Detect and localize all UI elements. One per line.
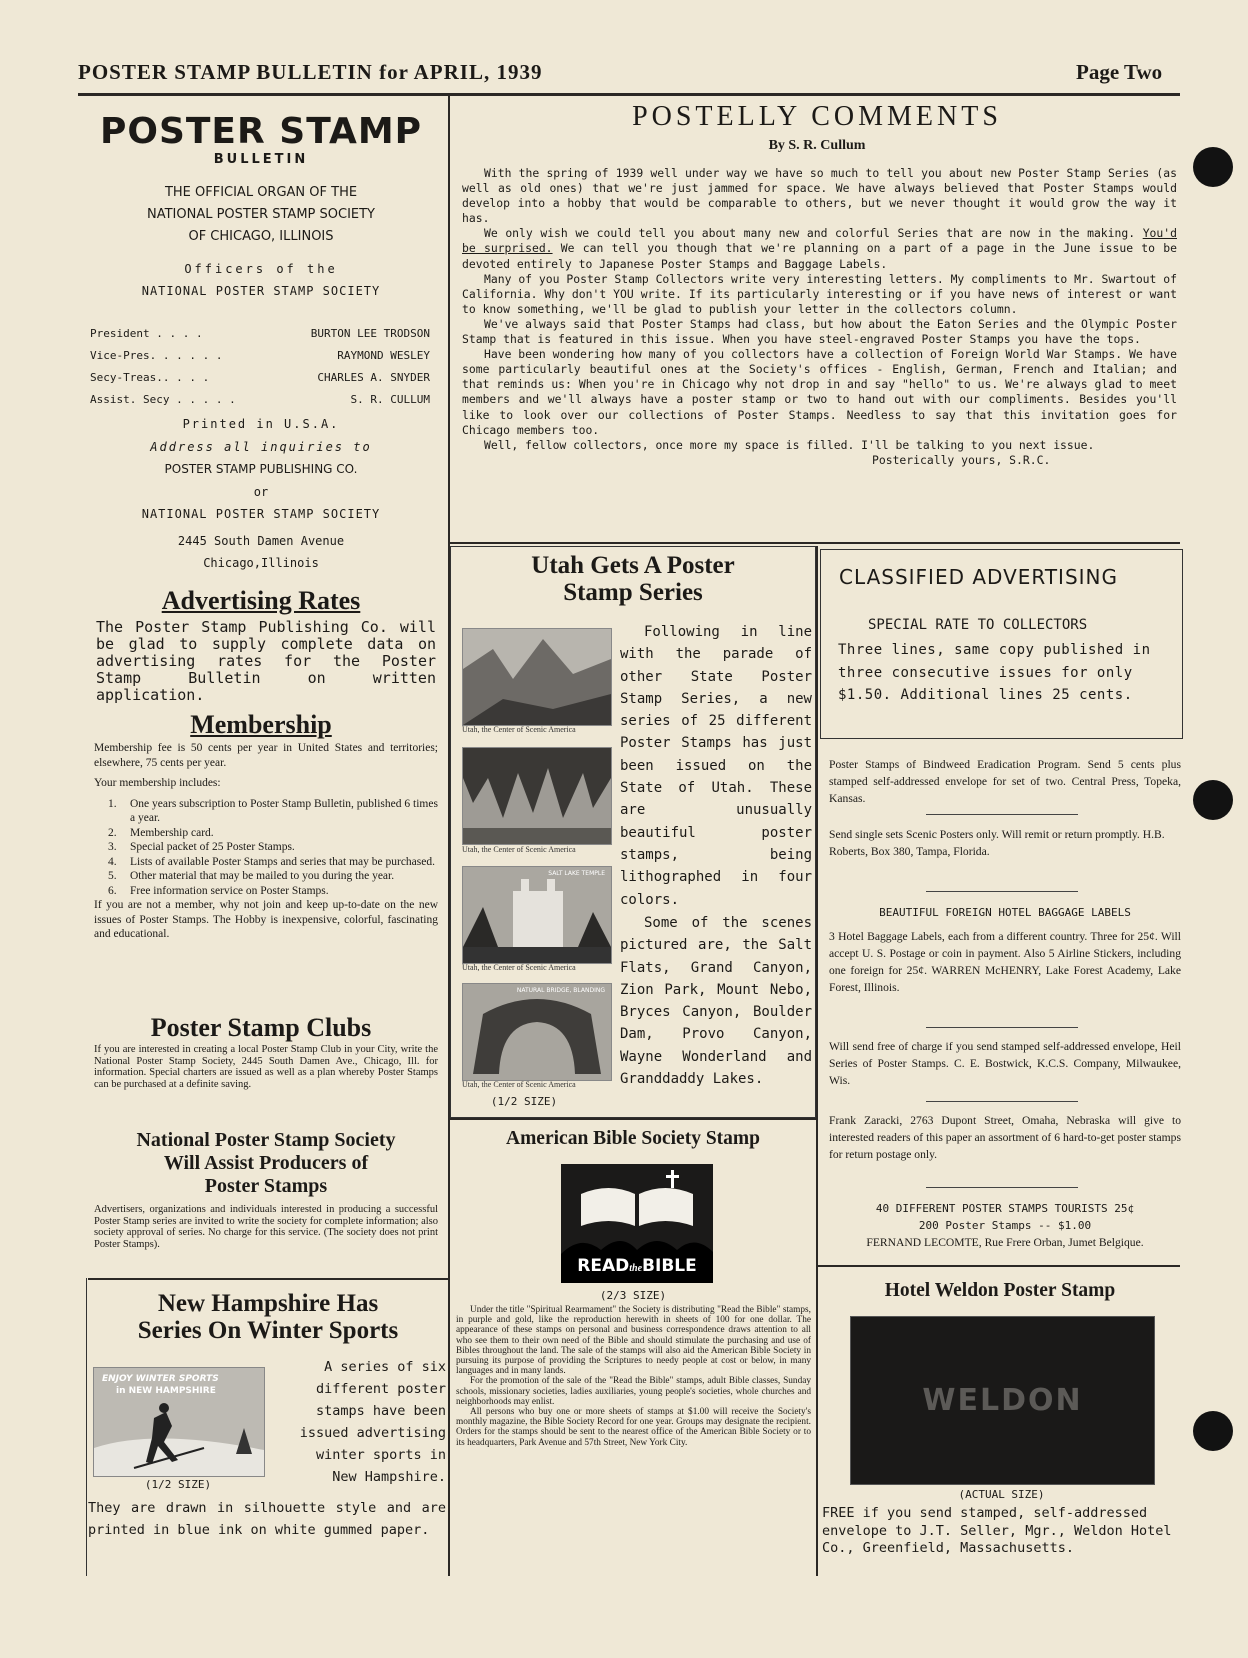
street-line: 2445 South Damen Avenue (177, 533, 345, 548)
weldon-stamp-image (850, 1316, 1155, 1485)
comments-p2-underlined: You'd be surprised. (462, 226, 1177, 256)
organ-line-2: NATIONAL POSTER STAMP SOCIETY (146, 207, 375, 222)
list-text: Special packet of 25 Poster Stamps. (130, 841, 295, 853)
membership-fee: Membership fee is 50 cents per year in United States and territories; elsewhere, 75 cents per year. (94, 742, 438, 769)
classified-ad-5-wrap (829, 1112, 1181, 1163)
classified-ad-5: Frank Zaracki, 2763 Dupont Street, Omaha, Nebraska will give to interested readers of this paper an assortment of 6 hard-to-get poster stamps for return postage only. (829, 1114, 1181, 1161)
address-block (86, 413, 436, 575)
masthead (86, 112, 436, 302)
utah-stamp-label-4: NATURAL BRIDGE, BLANDING (516, 987, 605, 994)
membership-list (94, 797, 438, 899)
classified-title: CLASSIFIED ADVERTISING (839, 565, 1118, 589)
classified-ad-1: Poster Stamps of Bindweed Eradication Program. Send 5 cents plus stamped self-addressed envelope for set of two. Central Press, Topeka, Kansas. (829, 758, 1181, 805)
bible-p1: Under the title "Spiritual Rearmament" the Society is distributing "Read the Bible" stamps, in purple and gold, like the reproduction herewith in sheets of 100 for one dollar. The appearance of these stamps on personal and business correspondence draws attention to all who see them to their own need of the Bible and should stimulate the purchasing and use of Bibles throughout the land. The sale of the stamps will also aid the American Bible Society in pursuing its purpose of providing the Scriptures to needy people at cost or below, in many languages and in many lands. (456, 1305, 811, 1377)
list-text: One years subscription to Poster Stamp Bulletin, published 6 times a year. (130, 797, 438, 824)
list-number: 5. (108, 870, 117, 882)
officer-row (90, 389, 430, 411)
organ-line-1: THE OFFICIAL ORGAN OF THE (164, 185, 358, 200)
officer-name: RAYMOND WESLEY (337, 349, 430, 362)
list-item (94, 826, 438, 841)
officers-list (90, 323, 430, 411)
cavern-scene-icon (463, 748, 611, 844)
weldon-stamp-text: WELDON (922, 1383, 1083, 1418)
utah-caption-2: Utah, the Center of Scenic America (462, 845, 576, 854)
comments-byline: By S. R. Cullum (768, 138, 866, 153)
comments-bottom-rule (450, 542, 1180, 544)
classified-ad-4: Will send free of charge if you send stamped self-addressed envelope, Heil Series of Poster Stamps. C. E. Bostwick, K.C.S. Company, Milwaukee, Wis. (829, 1040, 1181, 1087)
bible-body (456, 1305, 811, 1448)
officer-name: CHARLES A. SNYDER (317, 371, 430, 384)
officer-row (90, 345, 430, 367)
classified-ad-3: 3 Hotel Baggage Labels, each from a different country. Three for 25¢. Will accept U. S. Postage or coin in payment. Also 5 Airline Stickers, including one foreign for 25¢. WARREN McHENRY, Lake Forest Academy, Lake Forest, Illinois. (829, 930, 1181, 994)
comments-p6: Well, fellow collectors, once more my space is filled. I'll be talking to you next issue. (484, 437, 1095, 452)
utah-size-label: (1/2 SIZE) (490, 1095, 558, 1108)
classified-ad-2: Send single sets Scenic Posters only. Will remit or return promptly. H.B. Roberts, Box 380, Tampa, Florida. (829, 828, 1165, 858)
list-text: Membership card. (130, 826, 214, 839)
comments-signoff: Posterically yours, S.R.C. (872, 452, 1051, 467)
page-number: Page Two (1076, 60, 1163, 84)
comments-p2a: We only wish we could tell you about many new and colorful Series that are now in the making. (484, 226, 1136, 241)
bible-stamp-text (561, 1256, 713, 1276)
nh-stamp-line-2: in NEW HAMPSHIRE (116, 1386, 216, 1396)
assist-title-line-2: Will Assist Producers of (163, 1152, 369, 1174)
list-number: 6. (108, 884, 117, 897)
list-text: Free information service on Poster Stamps. (130, 884, 329, 897)
classified-ad-6 (829, 1200, 1181, 1251)
comments-title: POSTELLY COMMENTS (632, 101, 1002, 132)
list-number: 1. (108, 797, 117, 810)
new-hampshire-title (88, 1290, 448, 1344)
publisher-line: POSTER STAMP PUBLISHING CO. (164, 462, 358, 476)
membership-closing: If you are not a member, why not join and keep up-to-date on the new issues of Poster Stamps. The Hobby is inexpensive, colorful, fascinating and educational. (94, 899, 438, 940)
new-hampshire-stamp-image (93, 1367, 265, 1477)
bible-p2: For the promotion of the sale of the "Read the Bible" stamps, adult Bible classes, Sunday schools, missionary societies, ladies auxiliaries, young people's societies, whole churches and neighborhoods may enlist. (456, 1376, 811, 1407)
bible-size-label: (2/3 SIZE) (599, 1289, 667, 1302)
punch-hole-bottom (1193, 1411, 1233, 1451)
officer-name: BURTON LEE TRODSON (310, 327, 430, 340)
classified-ad-6-line-2: 200 Poster Stamps -- $1.00 (918, 1219, 1092, 1232)
advertising-rates-body: The Poster Stamp Publishing Co. will be glad to supply complete data on advertising rates for the Poster Stamp Bulletin on written application. (96, 618, 436, 704)
running-header: POSTER STAMP BULLETIN for APRIL, 1939 (78, 60, 543, 84)
classified-ad-2-wrap (829, 826, 1181, 860)
officers-line-1: Officers of the (184, 262, 338, 276)
classified-rate: Three lines, same copy published in three consecutive issues for only $1.50. Additional lines 25 cents. (838, 642, 1151, 703)
membership-title: Membership (190, 710, 332, 739)
officer-row (90, 367, 430, 389)
assist-title (86, 1129, 446, 1198)
classified-divider (926, 1101, 1078, 1102)
classified-ad-6-line-1: 40 DIFFERENT POSTER STAMPS TOURISTS 25¢ (875, 1202, 1135, 1215)
classified-ads (829, 756, 1181, 807)
utah-stamp-image-1 (462, 628, 612, 726)
bible-stamp-image (561, 1164, 713, 1283)
officer-role: President . . . . (90, 327, 203, 340)
assist-title-line-3: Poster Stamps (204, 1175, 328, 1197)
comments-p4: We've always said that Poster Stamps had class, but how about the Eaton Series and the Olympic Poster Stamp that is featured in this issue. When you have steel-engraved Poster Stamps you have the tops. (462, 316, 1177, 347)
classified-ad-3-wrap (829, 928, 1181, 996)
clubs-title: Poster Stamp Clubs (150, 1013, 372, 1042)
officers-line-2: NATIONAL POSTER STAMP SOCIETY (141, 284, 381, 298)
classified-ad-4-wrap (829, 1038, 1181, 1089)
address-all-line: Address all inquiries to (150, 439, 372, 454)
utah-title (452, 552, 814, 606)
list-text: Other material that may be mailed to you during the year. (130, 870, 395, 882)
classified-divider (926, 891, 1078, 892)
list-text: Lists of available Poster Stamps and series that may be purchased. (130, 855, 435, 868)
comments-p5: Have been wondering how many of you collectors have a collection of Foreign World War Stamps. We have some particularly beautiful ones at the Society's offices - English, German, French and Italian; and that reminds us: When you're in Chicago why not drop in and say "hello" to us. We're always glad to meet members and we'll always have a poster stamp or two to hand out with our compliments. Besides you'll like to look over our collections of Poster Stamps. Needless to say that this invitation goes for Chicago members too. (462, 347, 1177, 437)
classified-divider (926, 1187, 1078, 1188)
list-item (94, 797, 438, 826)
utah-text-2: Some of the scenes pictured are, the Salt Flats, Grand Canyon, Zion Park, Mount Nebo, Bryces Canyon, Boulder Dam, Provo Canyon, Wayne Wonderland and Granddaddy Lakes. (620, 915, 812, 1088)
comments-p2b: We can tell you though that we're planning on a part of a page in the June issue to be devoted entirely to Japanese Poster Stamps and Baggage Labels. (462, 241, 1177, 271)
organ-block (86, 182, 436, 248)
advertising-rates-title: Advertising Rates (161, 586, 361, 615)
officer-role: Secy-Treas.. . . . (90, 371, 210, 384)
membership-body (94, 741, 438, 942)
utah-text-1: Following in line with the parade of other State Poster Stamp Series, a new series of 25 different Poster Stamps has just been issued on the State of Utah. These are unusually beautiful poster stamps, being lithographed in four colors. (620, 624, 812, 908)
bible-stamp-read: READ (577, 1256, 630, 1276)
skier-silhouette-icon (94, 1368, 264, 1476)
masthead-logo-sub: BULLETIN (213, 152, 309, 167)
nh-size-label: (1/2 SIZE) (144, 1478, 212, 1491)
utah-right-rule (816, 546, 818, 1576)
nh-bottom-text: They are drawn in silhouette style and are printed in blue ink on white gummed paper. (88, 1500, 446, 1538)
officer-role: Assist. Secy . . . . . (90, 393, 236, 406)
utah-bottom-rule (450, 1118, 816, 1120)
membership-includes: Your membership includes: (94, 777, 221, 789)
clubs-body: If you are interested in creating a local Poster Stamp Club in your City, write the National Poster Stamp Society, 2445 South Damen Ave., Chicago, Ill. for information. Special charters are issued as well as a plan whereby Poster Stamps can be purchased at a definite saving. (94, 1044, 438, 1090)
comments-p2 (462, 226, 1177, 271)
nh-stamp-line-1: ENJOY WINTER SPORTS (102, 1374, 219, 1384)
utah-stamp-image-3 (462, 866, 612, 964)
utah-caption-1: Utah, the Center of Scenic America (462, 725, 576, 734)
list-item (94, 884, 438, 899)
assist-body: Advertisers, organizations and individuals interested in producing a successful Poster Stamp series are invited to write the society for complete information; also society approval of series. No charge for this service. (The society does not print Poster Stamps). (94, 1204, 438, 1250)
nh-title-line-2: Series On Winter Sports (137, 1317, 399, 1344)
officer-row (90, 323, 430, 345)
weldon-top-rule (818, 1265, 1180, 1267)
nh-side-text: A series of six different poster stamps have been issued advertising winter sports in New Hampshire. (299, 1359, 446, 1485)
canyon-scene-icon (463, 629, 611, 725)
weldon-body: FREE if you send stamped, self-addressed envelope to J.T. Seller, Mgr., Weldon Hotel Co., Greenfield, Massachusetts. (822, 1505, 1172, 1556)
utah-title-line-1: Utah Gets A Poster (531, 552, 735, 579)
punch-hole-middle (1193, 780, 1233, 820)
classified-special: SPECIAL RATE TO COLLECTORS (868, 617, 1088, 633)
list-number: 3. (108, 841, 117, 853)
weldon-title: Hotel Weldon Poster Stamp (884, 1280, 1116, 1301)
classified-divider (926, 1027, 1078, 1028)
header-rule (78, 93, 1180, 96)
classified-ad-3-title: BEAUTIFUL FOREIGN HOTEL BAGGAGE LABELS (879, 906, 1131, 919)
nh-title-line-1: New Hampshire Has (157, 1290, 379, 1317)
officer-name: S. R. CULLUM (350, 393, 430, 406)
list-item (94, 855, 438, 870)
bible-stamp-the: the (629, 1263, 643, 1274)
utah-stamp-image-2 (462, 747, 612, 845)
bible-title: American Bible Society Stamp (505, 1128, 760, 1149)
city-line: Chicago,Illinois (203, 556, 319, 570)
utah-stamp-label-3: SALT LAKE TEMPLE (548, 870, 605, 877)
list-item (94, 869, 438, 884)
temple-scene-icon (463, 867, 611, 963)
utah-stamp-image-4 (462, 983, 612, 1081)
masthead-logo: POSTER STAMP (99, 111, 423, 152)
list-number: 2. (108, 826, 117, 839)
society-line: NATIONAL POSTER STAMP SOCIETY (141, 507, 381, 521)
bible-stamp-bible: BIBLE (642, 1256, 697, 1276)
utah-title-line-2: Stamp Series (563, 579, 703, 606)
weldon-size-label: (ACTUAL SIZE) (958, 1488, 1045, 1501)
utah-caption-3: Utah, the Center of Scenic America (462, 963, 576, 972)
assist-title-line-1: National Poster Stamp Society (136, 1129, 396, 1151)
comments-body (462, 166, 1177, 468)
comments-p3: Many of you Poster Stamp Collectors write very interesting letters. My compliments to Mr. Swartout of California. Why don't YOU write. If its particularly interesting or if you have news of interest or want to know something, we'll be glad to publish your letter in the collectors column. (462, 271, 1177, 316)
natural-bridge-icon (463, 984, 611, 1080)
classified-ad-6-line-3: FERNAND LECOMTE, Rue Frere Orban, Jumet Belgique. (866, 1236, 1144, 1249)
organ-line-3: OF CHICAGO, ILLINOIS (188, 229, 334, 244)
classified-divider (926, 814, 1078, 815)
punch-hole-top (1193, 147, 1233, 187)
officer-role: Vice-Pres. . . . . . (90, 349, 223, 362)
comments-p1: With the spring of 1939 well under way we have so much to tell you about new Poster Stamp Series (as well as old ones) that we're just jammed for space. We have always believed that Poster Stamps would develop into a hobby that would be comparable to others, but we never thought it would grow the way it has. (462, 166, 1177, 226)
list-number: 4. (108, 855, 117, 868)
bible-p3: All persons who buy one or more sheets of stamps at $1.00 will receive the Society's monthly magazine, the Bible Society Record for one year. Groups may designate the recipient. Orders for the stamps should be sent to the nearest office of the American Bible Society or to its headquarters, Park Avenue and 57th Street, New York City. (456, 1407, 811, 1448)
utah-caption-4: Utah, the Center of Scenic America (462, 1080, 576, 1089)
list-item (94, 840, 438, 855)
or-line: or (253, 484, 269, 499)
printed-line: Printed in U.S.A. (182, 417, 340, 431)
